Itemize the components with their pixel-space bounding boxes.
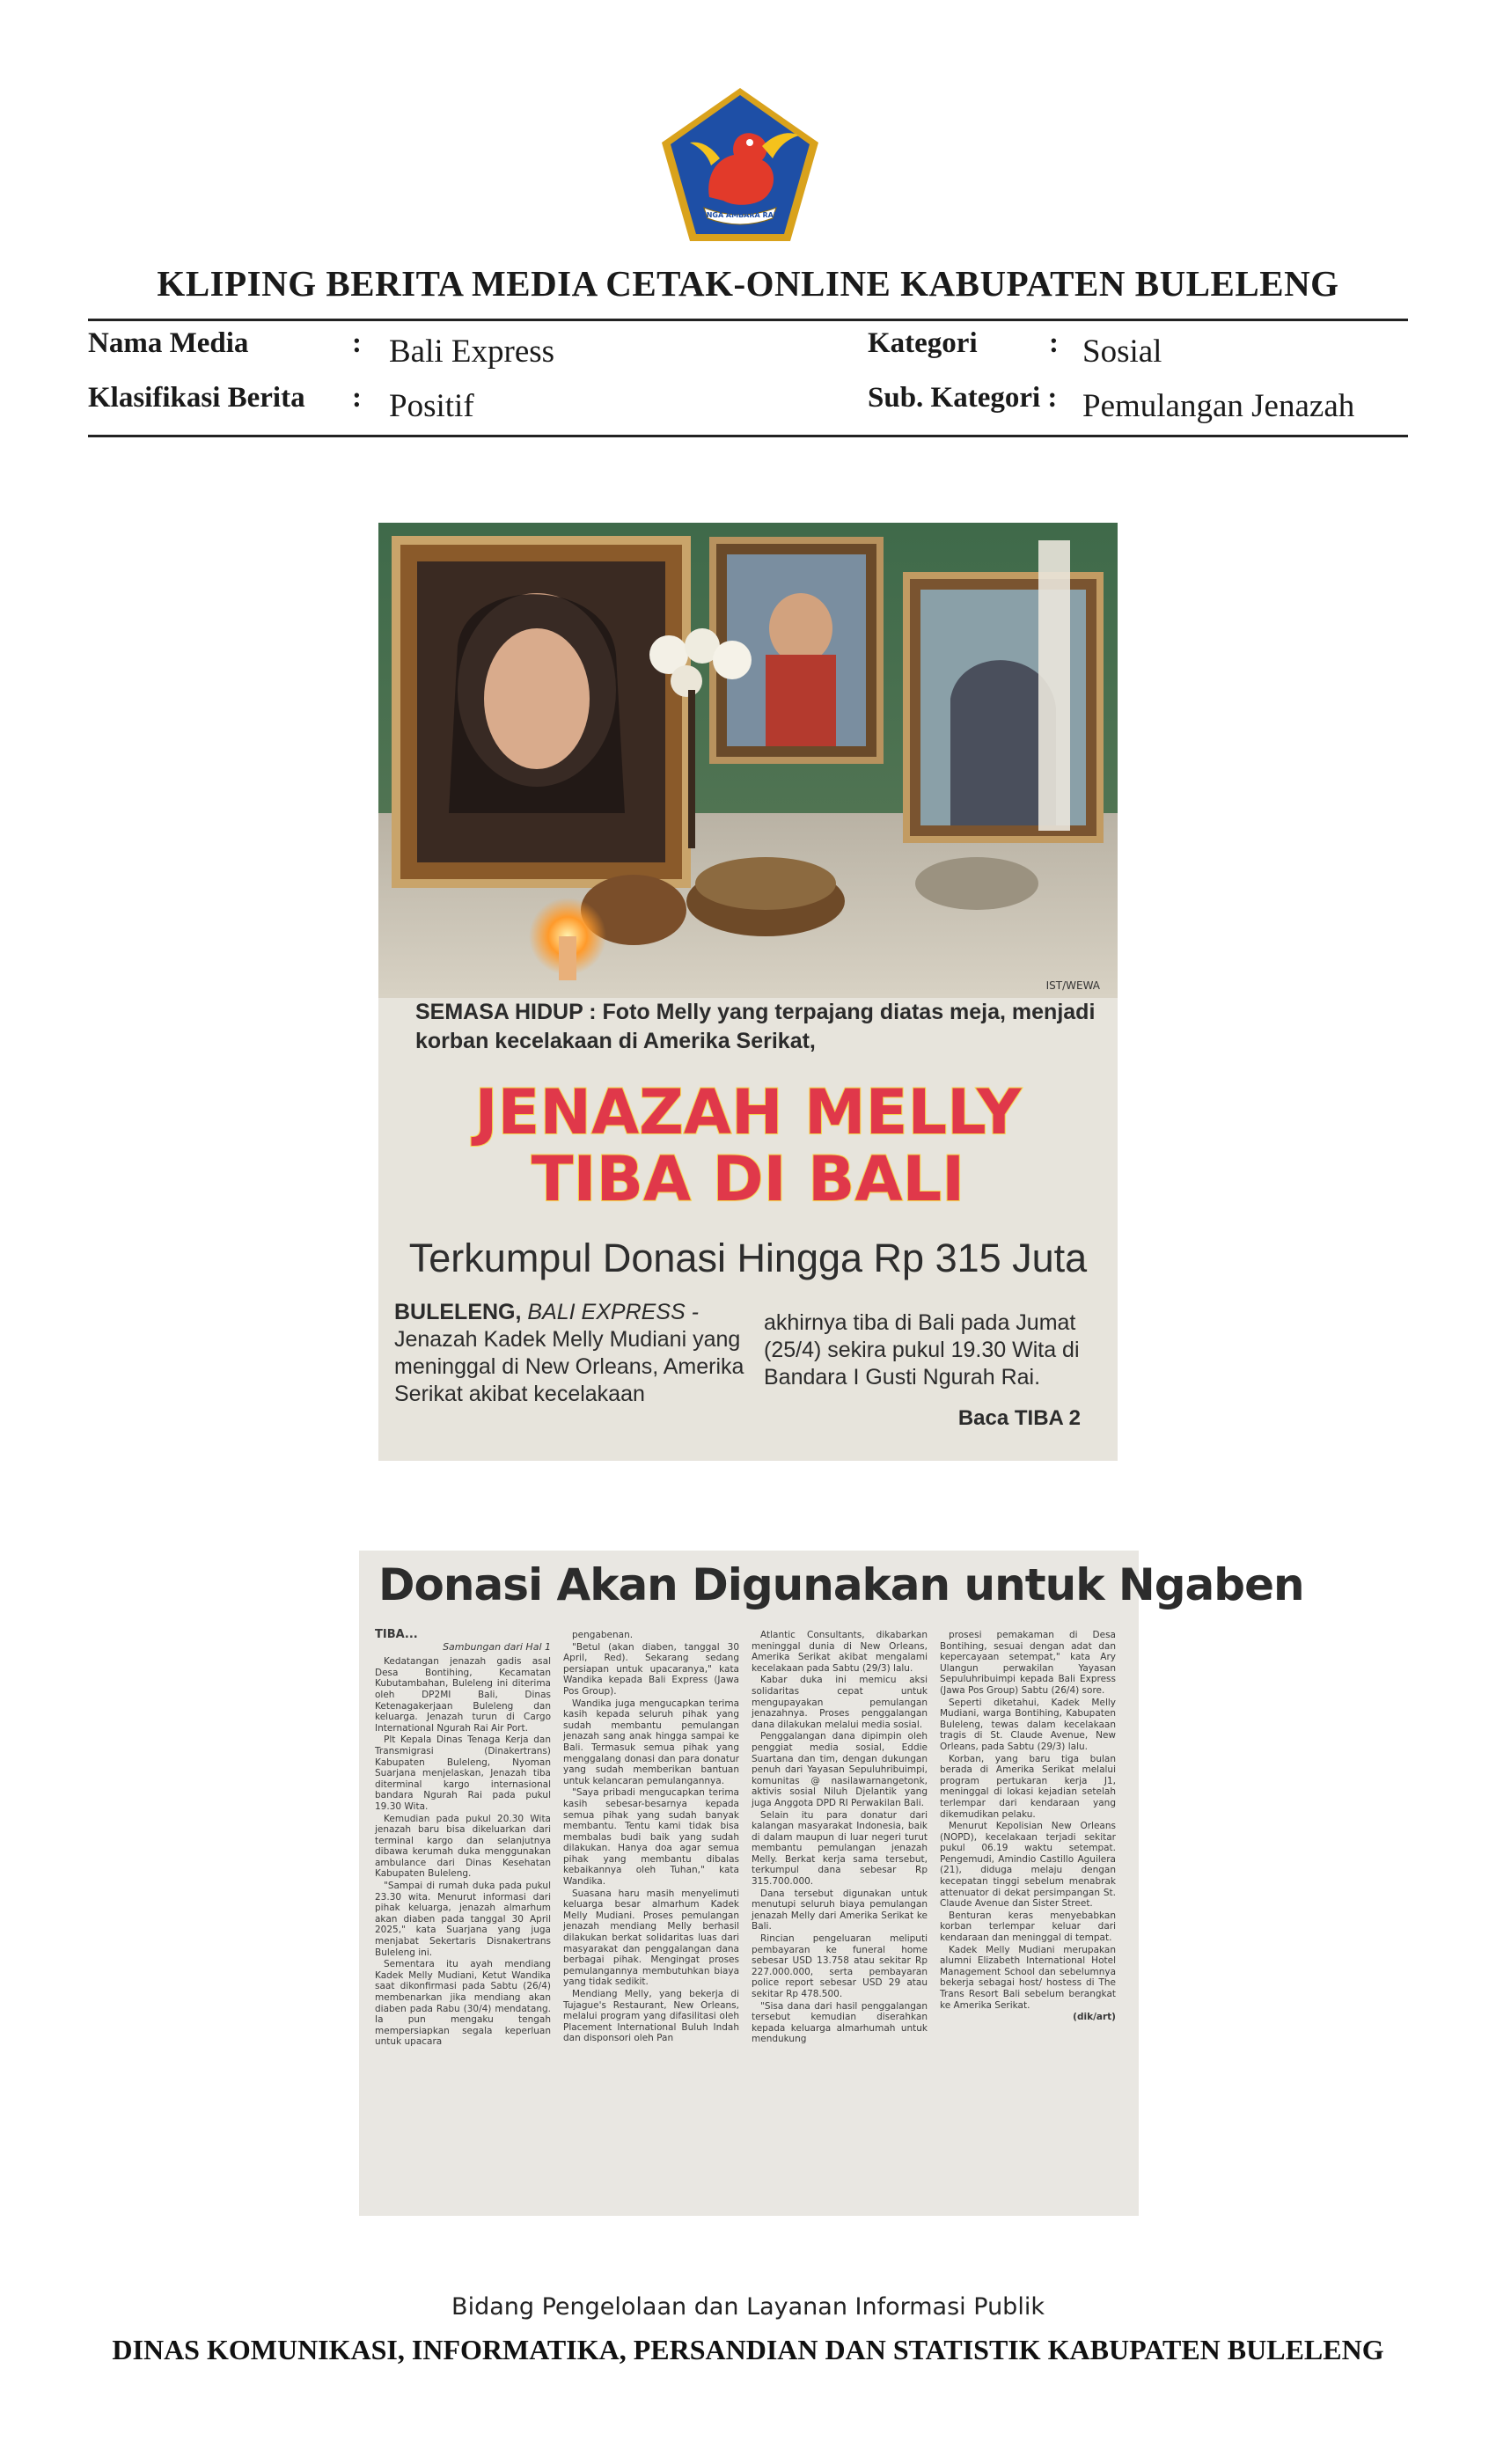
document-title: KLIPING BERITA MEDIA CETAK-ONLINE KABUPATEN BULELENG	[157, 263, 1339, 304]
lead-paragraph-right: akhirnya tiba di Bali pada Jumat (25/4) sekira pukul 19.30 Wita di Bandara I Gusti Ngurah Rai.	[764, 1310, 1080, 1390]
paragraph: Atlantic Consultants, dikabarkan meninggal dunia di New Orleans, Amerika Serikat akibat mengalami kecelakaan pada Sabtu (29/3) lalu.	[752, 1630, 928, 1674]
paragraph: "Sampai di rumah duka pada pukul 23.30 wita. Menurut informasi dari pihak keluarga, jenazah almarhum akan diaben pada tanggal 30 April 2025," kata Suarjana yang juga menjabat Sekertaris Disnakertrans Buleleng ini.	[375, 1881, 551, 1958]
paragraph: Mendiang Melly, yang bekerja di Tujague's Restaurant, New Orleans, melalui program yang difasilitasi oleh Placement International Buluh Indah dan disponsori oleh Pan	[563, 1989, 739, 2044]
article-column-2	[563, 1630, 739, 2211]
paragraph: Korban, yang baru tiga bulan berada di Amerika Serikat melalui program pertukaran kerja J1, meninggal di lokasi kejadian setelah terlempar dari kendaraan yang dikemudikan pelaku.	[940, 1753, 1116, 1820]
continued-reference: Baca TIBA 2	[957, 1406, 1081, 1430]
paragraph: Wandika juga mengucapkan terima kasih kepada seluruh pihak yang sudah membantu pemulangan jenazah sang anak hingga sampai ke Bali. Termasuk semua pihak yang menggalang donasi dan para donatur yang sudah memberikan bantuan untuk kelancaran pemulangannya.	[563, 1698, 739, 1786]
footer-division: Bidang Pengelolaan dan Layanan Informasi Publik	[451, 2293, 1045, 2321]
paragraph: pengabenan.	[572, 1630, 634, 1640]
paragraph: Kadek Melly Mudiani merupakan alumni Elizabeth International Hotel Management School dan sebelumnya bekerja sebagai host/ hostess di The Trans Resort Bali sebelum berangkat ke Amerika Serikat.	[940, 1944, 1116, 2011]
paragraph: Plt Kepala Dinas Tenaga Kerja dan Transmigrasi (Dinakertrans) Kabupaten Buleleng, Nyoman Suarjana menjelaskan, Jenazah tiba diterminal kargo internasional bandara Ngurah Rai pada pukul 19.30 Wita.	[375, 1734, 551, 1812]
subheadline: Terkumpul Donasi Hingga Rp 315 Juta	[408, 1236, 1088, 1280]
svg-text:IST/WEWA: IST/WEWA	[1045, 979, 1100, 992]
footer-agency: DINAS KOMUNIKASI, INFORMATIKA, PERSANDIAN DAN STATISTIK KABUPATEN BULELENG	[112, 2334, 1384, 2365]
classification-colon: :	[352, 382, 362, 414]
media-label: Nama Media	[88, 327, 249, 359]
lead-source: BALI EXPRESS -	[521, 1300, 699, 1324]
caption-text: Foto Melly yang terpajang diatas meja, menjadi korban kecelakaan di Amerika Serikat,	[415, 1000, 1096, 1053]
byline: (dik/art)	[1073, 2012, 1116, 2023]
front-page-clipping	[378, 523, 1118, 1461]
paragraph: Rincian pengeluaran meliputi pembayaran ke funeral home sebesar USD 13.758 atau sekitar Rp 227.000.000, serta pembayaran police report sebesar USD 29 atau sekitar Rp 478.500.	[752, 1933, 928, 1999]
article-column-4	[940, 1630, 1116, 2211]
continuation-clipping	[359, 1551, 1304, 2216]
paragraph: Selain itu para donatur dari kalangan masyarakat Indonesia, baik di dalam maupun di luar negeri turut membantu pemulangan jenazah Melly. Berkat kerja sama tersebut, terkumpul dana sebesar Rp 315.700.000.	[752, 1809, 928, 1888]
paragraph: prosesi pemakaman di Desa Bontihing, sesuai dengan adat dan kepercayaan setempat," kata Ary Ulangun perwakilan Yayasan Sepuluhribuimpi kepada Bali Express (Jawa Pos Group) Sabtu (26/4) sore.	[940, 1630, 1116, 1696]
caption-lead: SEMASA HIDUP :	[415, 1000, 603, 1024]
category-label: Kategori	[868, 327, 978, 359]
paragraph: Dana tersebut digunakan untuk menutupi seluruh biaya pemulangan jenazah Melly dari Amerika Serikat ke Bali.	[752, 1888, 928, 1932]
title-rule-top	[88, 319, 1408, 321]
section-sub: Sambungan dari Hal 1	[443, 1640, 551, 1653]
paragraph: Penggalangan dana dipimpin oleh penggiat media sosial, Eddie Suartana dan tim, dengan dukungan penuh dari Yayasan Sepuluhribuimpi, komunitas @ nasilawarnangetonk, aktivis sosial Niluh Djelantik yang juga Anggota DPD RI Perwakilan Bali.	[752, 1731, 928, 1808]
headline-line-2: TIBA DI BALI	[531, 1143, 965, 1215]
category-value: Sosial	[1082, 334, 1162, 370]
paragraph: Kabar duka ini memicu aksi solidaritas cepat untuk mengupayakan pemulangan jenazahnya. Proses penggalangan dana dilakukan melalui media sosial.	[752, 1675, 928, 1730]
subcategory-label: Sub. Kategori :	[868, 382, 1058, 414]
meta-rule-bottom	[88, 435, 1408, 437]
paragraph: "Saya pribadi mengucapkan terima kasih sebesar-besarnya kepada semua pihak yang sudah banyak membantu. Tentu kami tidak bisa membalas budi baik yang sudah dilakukan. Hanya doa agar semua pihak yang membantu dibalas kebaikannya oleh Tuhan," kata Wandika.	[563, 1787, 739, 1888]
media-colon: :	[352, 327, 362, 359]
article-column-1	[375, 1630, 551, 2211]
lead-paragraph-left	[394, 1299, 746, 1408]
section-head: TIBA...	[375, 1628, 418, 1641]
buleleng-regency-emblem	[658, 84, 822, 245]
classification-label: Klasifikasi Berita	[88, 382, 305, 414]
category-colon: :	[1049, 327, 1059, 359]
paragraph: Menurut Kepolisian New Orleans (NOPD), kecelakaan terjadi sekitar pukul 06.19 waktu setempat. Pengemudi, Amindio Castillo Aguilera (21), diduga melaju dengan kecepatan tinggi sebelum menabrak attenuator di dekat persimpangan St. Claude Avenue dan Sister Street.	[940, 1821, 1116, 1910]
paragraph: Benturan keras menyebabkan korban terlempar keluar dari kendaraan dan meninggal di tempat.	[940, 1910, 1116, 1944]
subcategory-value: Pemulangan Jenazah	[1082, 388, 1355, 424]
paragraph: Seperti diketahui, Kadek Melly Mudiani, warga Bontihing, Kabupaten Buleleng, tewas dalam kecelakaan tragis di St. Claude Avenue, New Orleans, pada Sabtu (29/3) lalu.	[940, 1697, 1116, 1752]
paragraph: "Betul (akan diaben, tanggal 30 April, Red). Sekarang sedang persiapan untuk upacaranya," kata Wandika kepada Bali Express (Jawa Pos Group).	[563, 1641, 739, 1697]
dateline: BULELENG,	[394, 1300, 522, 1324]
media-value: Bali Express	[389, 334, 555, 370]
svg-text:SINGA AMBARA RAJA: SINGA AMBARA RAJA	[698, 211, 782, 219]
memorial-photo	[378, 523, 1118, 998]
article-column-3	[752, 1630, 928, 2211]
continuation-title: Donasi Akan Digunakan untuk Ngaben	[378, 1559, 1304, 1610]
lead-left-text: Jenazah Kadek Melly Mudiani yang meninggal di New Orleans, Amerika Serikat akibat kecelakaan	[394, 1327, 744, 1406]
paragraph: Suasana haru masih menyelimuti keluarga besar almarhum Kadek Melly Mudiani. Proses pemulangan jenazah mendiang Melly berhasil dilakukan berkat solidaritas luas dari masyarakat dan penggalangan dana berbagai pihak. Mengingat proses pemulangannya membutuhkan biaya yang tidak sedikit.	[563, 1888, 739, 1988]
paragraph: Kemudian pada pukul 20.30 Wita jenazah baru bisa dikeluarkan dari terminal kargo dan selanjutnya dibawa kerumah duka menggunakan ambulance dari Dinas Kesehatan Kabupaten Buleleng.	[375, 1813, 551, 1880]
classification-value: Positif	[389, 388, 474, 424]
photo-caption	[415, 998, 1102, 1056]
headline-line-1: JENAZAH MELLY	[474, 1076, 1022, 1148]
paragraph: "Sisa dana dari hasil penggalangan tersebut kemudian diserahkan kepada keluarga almarhumah untuk mendukung	[752, 2000, 928, 2045]
paragraph: Sementara itu ayah mendiang Kadek Melly Mudiani, Ketut Wandika saat dikonfirmasi pada Sabtu (26/4) membenarkan jika mendiang akan diaben pada Rabu (30/4) mendatang. Ia pun mengaku tengah mempersiapkan segala keperluan untuk upacara	[375, 1959, 551, 2048]
paragraph: Kedatangan jenazah gadis asal Desa Bontihing, Kecamatan Kubutambahan, Buleleng ini diterima oleh DP2MI Bali, Dinas Ketenagakerjaan Buleleng dan keluarga. Jenazah turun di Cargo International Ngurah Rai Air Port.	[375, 1656, 551, 1734]
